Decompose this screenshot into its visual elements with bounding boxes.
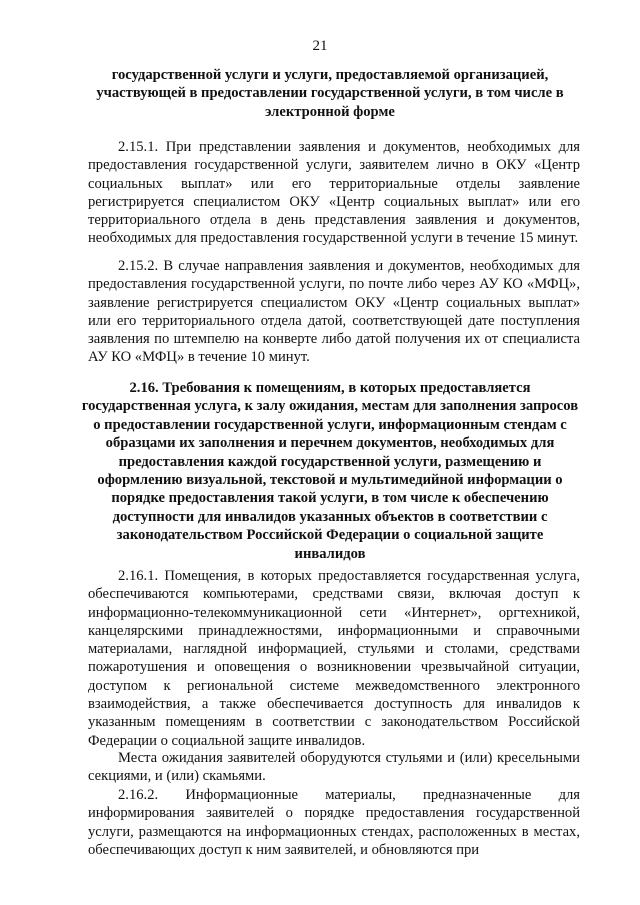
paragraph-2-15-1: 2.15.1. При представлении заявления и документов, необходимых для предоставления государственной услуги, заявителем лично в ОКУ «Центр социальных выплат» или его территориальные отделы заявление регистрируется специалистом ОКУ «Центр социальных выплат» или его территориального отдела в день представления заявления и документов, необходимых для предоставления государственной услуги в течение 15 минут. bbox=[88, 139, 580, 247]
page-number: 21 bbox=[312, 38, 328, 54]
paragraph-2-16-1: 2.16.1. Помещения, в которых предоставляется государственная услуга, обеспечиваются компьютерами, средствами связи, включая доступ к информационно-телекоммуникационной сети «Интернет», оргтехникой, канцелярскими принадлежностями, информационными и справочными материалами, наглядной информацией, стульями и столами, средствами пожаротушения и оповещения о возникновении чрезвычайной ситуации, доступом к региональной системе межведомственного электронного взаимодействия, а также обеспечивается доступность для инвалидов к указанным помещениям в соответствии с законодательством Российской Федерации о социальной защите инвалидов. bbox=[88, 568, 580, 749]
section-heading-2-16: 2.16. Требования к помещениям, в которых предоставляется государственная услуга, к залу ожидания, местам для заполнения запросов о предоставлении государственной услуги, информационным стендам с образцами их заполнения и перечнем документов, необходимых для предоставления каждой государственной услуги, размещению и оформлению визуальной, текстовой и мультимедийной информации о порядке предоставления такой услуги, в том числе к обеспечению доступности для инвалидов указанных объектов в соответствии с законодательством Российской Федерации о социальной защите инвалидов bbox=[81, 380, 579, 562]
paragraph-2-15-2: 2.15.2. В случае направления заявления и документов, необходимых для предоставления государственной услуги, по почте либо через АУ КО «МФЦ», заявление регистрируется специалистом ОКУ «Центр социальных выплат» или его территориального отдела датой, соответствующей дате поступления заявления по штемпелю на конверте либо датой получения их от специалиста АУ КО «МФЦ» в течение 10 минут. bbox=[88, 258, 580, 366]
section-heading-continued: государственной услуги и услуги, предоставляемой организацией, участвующей в предоставлении государственной услуги, в том числе в электронной форме bbox=[96, 67, 564, 120]
paragraph-2-16-2: 2.16.2. Информационные материалы, предназначенные для информирования заявителей о порядке предоставления государственной услуги, размещаются на информационных стендах, расположенных в местах, обеспечивающих доступ к ним заявителей, и обновляются при bbox=[88, 787, 580, 858]
paragraph-waiting-places: Места ожидания заявителей оборудуются стульями и (или) кресельными секциями, и (или) скамьями. bbox=[88, 750, 580, 785]
